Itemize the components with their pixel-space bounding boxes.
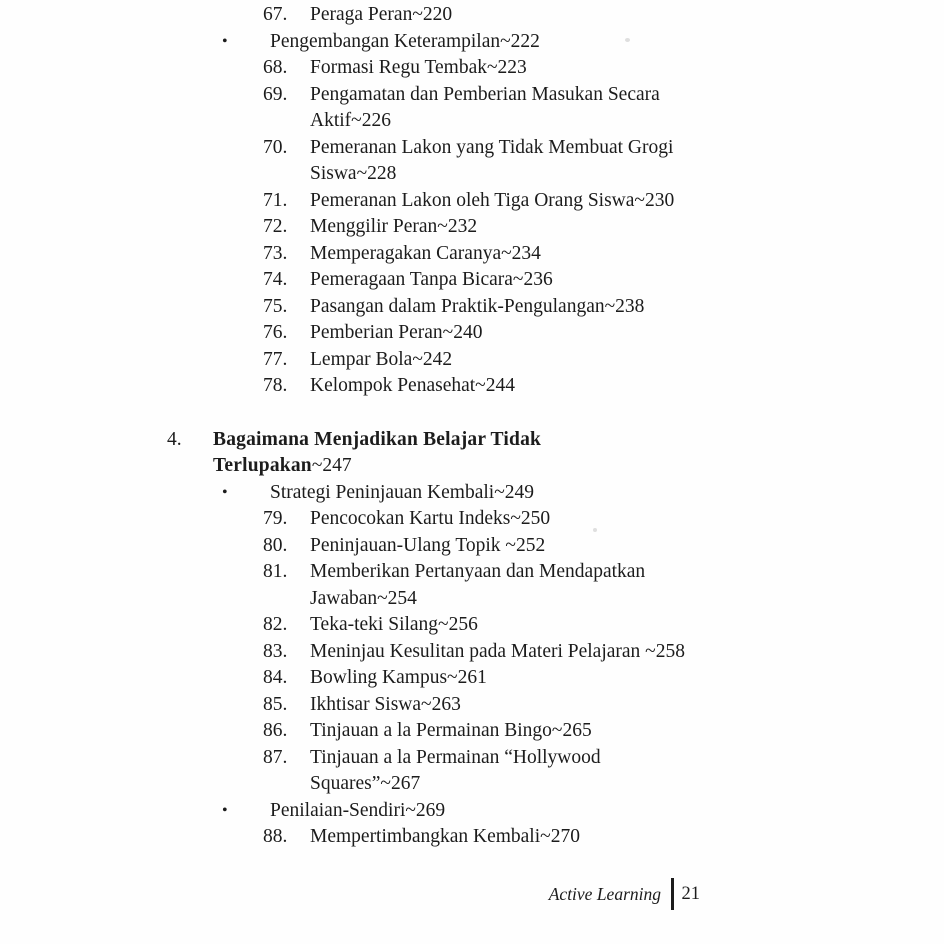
toc-activity-row — [0, 533, 944, 560]
activity-number: 79. — [263, 508, 288, 529]
entry-line: Pasangan dalam Praktik-Pengulangan~238 — [310, 295, 645, 317]
entry-line: Pencocokan Kartu Indeks~250 — [310, 508, 551, 529]
entry-text — [310, 267, 553, 294]
entry-text — [310, 718, 592, 745]
toc-activity-row — [0, 214, 944, 241]
entry-line: Pemeranan Lakon yang Tidak Membuat Grogi — [310, 136, 674, 158]
entry-line: Memberikan Pertanyaan dan Mendapatkan — [310, 561, 646, 582]
toc-activity-row — [0, 2, 944, 29]
table-of-contents — [0, 2, 944, 851]
activity-number: 73. — [263, 242, 288, 264]
activity-number: 81. — [263, 561, 288, 582]
entry-line: Aktif~226 — [310, 110, 391, 131]
toc-activity-row — [0, 612, 944, 639]
activity-number: 76. — [263, 322, 288, 343]
activity-number: 78. — [263, 375, 288, 396]
entry-line: Lempar Bola~242 — [310, 348, 453, 370]
chapter-title-line — [213, 427, 541, 454]
toc-activity-row — [0, 347, 944, 374]
toc-activity-row — [0, 82, 944, 135]
toc-activity-row — [0, 267, 944, 294]
entry-line: Pengamatan dan Pemberian Masukan Secara — [310, 83, 660, 105]
activity-number: 88. — [263, 826, 288, 847]
page-number: 21 — [681, 883, 700, 904]
toc-activity-row — [0, 665, 944, 692]
entry-text — [310, 294, 644, 321]
entry-text — [310, 188, 674, 215]
toc-activity-row — [0, 692, 944, 719]
scan-speck — [625, 38, 630, 42]
activity-number: 67. — [263, 4, 288, 25]
entry-text — [270, 798, 445, 825]
entry-line: Formasi Regu Tembak~223 — [310, 57, 527, 78]
entry-text — [310, 320, 482, 347]
activity-number: 75. — [263, 295, 288, 317]
entry-line: Mempertimbangkan Kembali~270 — [310, 826, 580, 847]
entry-line: Teka-teki Silang~256 — [310, 614, 478, 635]
entry-line: Memperagakan Caranya~234 — [310, 242, 541, 264]
toc-activity-row — [0, 824, 944, 851]
activity-number: 70. — [263, 136, 288, 158]
entry-line: Meninjau Kesulitan pada Materi Pelajaran ~258 — [310, 640, 685, 662]
toc-activity-row — [0, 320, 944, 347]
bullet-icon: • — [222, 483, 228, 501]
entry-text — [310, 373, 515, 400]
entry-line: Pengembangan Keterampilan~222 — [270, 30, 540, 52]
toc-activity-row — [0, 135, 944, 188]
entry-line: Jawaban~254 — [310, 587, 417, 609]
page-footer — [0, 878, 700, 910]
entry-text — [310, 506, 550, 533]
toc-activity-row — [0, 294, 944, 321]
activity-number: 83. — [263, 640, 288, 662]
entry-text — [310, 559, 645, 612]
entry-line: Pemberian Peran~240 — [310, 322, 483, 343]
toc-strategy-group-row — [0, 480, 944, 507]
bullet-icon: • — [222, 32, 228, 50]
entry-text — [310, 692, 461, 719]
section-gap — [0, 400, 944, 427]
toc-activity-row — [0, 559, 944, 612]
activity-number: 80. — [263, 534, 288, 556]
entry-text — [310, 241, 541, 268]
entry-text — [270, 480, 534, 507]
entry-line: Pemeragaan Tanpa Bicara~236 — [310, 269, 553, 290]
entry-text — [310, 82, 660, 135]
entry-text — [213, 427, 541, 480]
entry-line: Ikhtisar Siswa~263 — [310, 693, 461, 715]
entry-text — [310, 55, 527, 82]
entry-text — [310, 135, 673, 188]
entry-text — [270, 29, 540, 56]
entry-text — [310, 639, 685, 666]
toc-strategy-group-row — [0, 798, 944, 825]
activity-number: 74. — [263, 269, 288, 290]
toc-chapter-row — [0, 427, 944, 480]
entry-line: Strategi Peninjauan Kembali~249 — [270, 481, 534, 503]
chapter-page-ref: ~247 — [311, 455, 352, 476]
entry-text — [310, 214, 477, 241]
entry-line: Siswa~228 — [310, 163, 397, 184]
chapter-title-text: Terlupakan — [213, 455, 312, 476]
toc-activity-row — [0, 188, 944, 215]
entry-line: Peraga Peran~220 — [310, 4, 453, 25]
entry-line: Squares”~267 — [310, 773, 421, 794]
activity-number: 86. — [263, 720, 288, 741]
toc-activity-row — [0, 373, 944, 400]
toc-activity-row — [0, 718, 944, 745]
entry-text — [310, 533, 545, 560]
chapter-title-text: Bagaimana Menjadikan Belajar Tidak — [213, 428, 542, 450]
toc-strategy-group-row — [0, 29, 944, 56]
toc-activity-row — [0, 745, 944, 798]
chapter-number: 4. — [167, 428, 182, 450]
entry-line: Tinjauan a la Permainan Bingo~265 — [310, 720, 592, 741]
toc-activity-row — [0, 506, 944, 533]
entry-text — [310, 347, 452, 374]
entry-text — [310, 745, 601, 798]
activity-number: 85. — [263, 693, 288, 715]
activity-number: 84. — [263, 667, 288, 688]
footer-divider — [671, 878, 674, 910]
activity-number: 69. — [263, 83, 288, 105]
activity-number: 87. — [263, 746, 288, 768]
entry-text — [310, 612, 478, 639]
running-head-book-title: Active Learning — [548, 883, 661, 904]
activity-number: 71. — [263, 189, 288, 211]
chapter-title-line — [213, 453, 541, 480]
toc-activity-row — [0, 241, 944, 268]
toc-activity-row — [0, 55, 944, 82]
entry-line: Menggilir Peran~232 — [310, 216, 478, 237]
entry-line: Bowling Kampus~261 — [310, 667, 487, 688]
entry-text — [310, 824, 580, 851]
scan-speck — [593, 528, 597, 532]
bullet-icon: • — [222, 801, 228, 819]
entry-line: Kelompok Penasehat~244 — [310, 375, 515, 396]
toc-activity-row — [0, 639, 944, 666]
activity-number: 72. — [263, 216, 288, 237]
activity-number: 82. — [263, 614, 288, 635]
activity-number: 77. — [263, 348, 288, 370]
entry-line: Pemeranan Lakon oleh Tiga Orang Siswa~230 — [310, 189, 675, 211]
activity-number: 68. — [263, 57, 288, 78]
entry-line: Tinjauan a la Permainan “Hollywood — [310, 746, 601, 768]
entry-line: Peninjauan-Ulang Topik ~252 — [310, 534, 546, 556]
entry-text — [310, 665, 487, 692]
entry-text — [310, 2, 452, 29]
entry-line: Penilaian-Sendiri~269 — [270, 799, 446, 821]
